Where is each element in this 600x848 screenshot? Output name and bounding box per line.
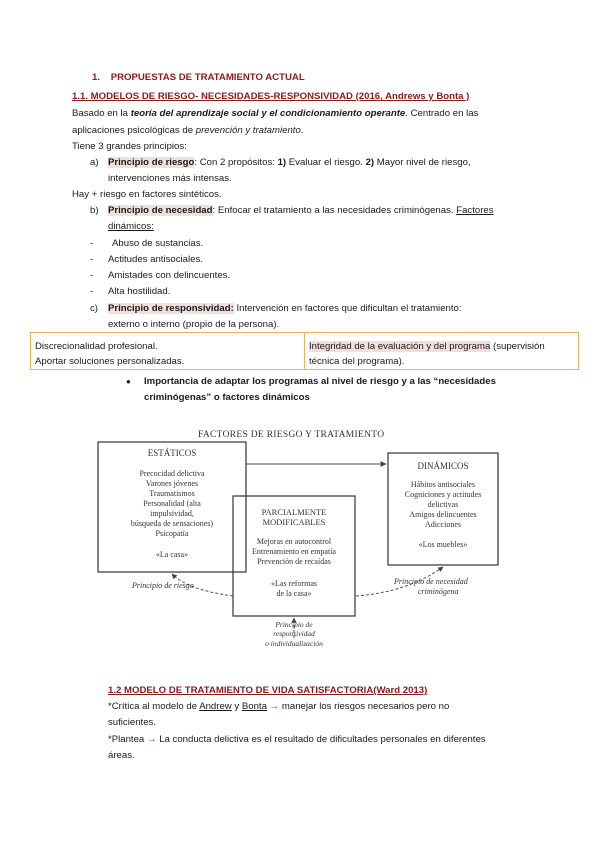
risk-factors-diagram bbox=[88, 420, 508, 652]
dynamic-item: Hábitos antisociales bbox=[410, 480, 476, 489]
static-item: Personalidad (alta bbox=[143, 499, 201, 508]
label-need-principle-2: criminógena bbox=[418, 587, 459, 596]
section-1-2-title: 1.2 MODELO DE TRATAMIENTO DE VIDA SATISFACTORIA(Ward 2013) bbox=[108, 685, 428, 696]
summary-table bbox=[30, 332, 579, 370]
list-item: - bbox=[90, 270, 94, 281]
partial-item: Entrenamiento en empatía bbox=[252, 547, 336, 556]
bullet-icon: ● bbox=[126, 377, 131, 386]
partial-caption-1: «Las reformas bbox=[271, 579, 317, 588]
dynamic-caption: «Los muebles» bbox=[418, 540, 468, 549]
dynamic-title: DINÁMICOS bbox=[417, 461, 469, 471]
label-responsivity-3: o individualización bbox=[265, 639, 323, 648]
more-risk-note: Hay + riesgo en factores sintéticos. bbox=[72, 189, 222, 200]
principle-c: Principio de responsividad: Intervención en factores que dificultan el tratamiento: bbox=[108, 303, 462, 314]
diagram-title: FACTORES DE RIESGO Y TRATAMIENTO bbox=[198, 430, 385, 440]
label-responsivity-2: responsividad bbox=[273, 629, 315, 638]
dynamic-item: Amigos delincuentes bbox=[409, 510, 477, 519]
principle-a-marker: a) bbox=[90, 157, 99, 168]
intro-line-2: aplicaciones psicológicas de prevención y tratamiento. bbox=[72, 125, 304, 136]
list-item-text: Alta hostilidad. bbox=[108, 286, 171, 297]
dynamic-item: Adicciones bbox=[425, 520, 461, 529]
label-responsivity-1: Principio de bbox=[275, 620, 313, 629]
section-heading bbox=[92, 72, 305, 84]
principle-b-line2: dinámicos: bbox=[108, 221, 154, 232]
author-bonta-2: Bonta bbox=[241, 701, 267, 712]
table-cell-left: Discrecionalidad profesional. Aportar soluciones personalizadas. bbox=[35, 341, 185, 367]
principle-b: Principio de necesidad: Enfocar el tratamiento a las necesidades criminógenas. Factores bbox=[108, 205, 494, 216]
principle-a-line2: intervenciones más intensas. bbox=[108, 173, 232, 184]
label-risk-principle: Principio de riesgo bbox=[132, 581, 194, 590]
author-andrews: Andrews bbox=[385, 91, 426, 102]
partial-item: Mejoras en autocontrol bbox=[256, 537, 332, 546]
principle-responsivity-label: Principio de responsividad: bbox=[108, 303, 234, 314]
table-cell-right: Integridad de la evaluación y del programa (supervisión técnica del programa). bbox=[304, 333, 578, 369]
list-item: - bbox=[90, 238, 94, 249]
bullet-text-line2: criminógenas” o factores dinámicos bbox=[144, 392, 310, 403]
static-item: Psicopatía bbox=[155, 529, 189, 538]
principles-intro: Tiene 3 grandes principios: bbox=[72, 141, 187, 152]
arrow-icon: → bbox=[146, 734, 157, 745]
principle-risk-label: Principio de riesgo bbox=[108, 157, 195, 168]
arrow-icon: → bbox=[269, 701, 280, 712]
principle-a: Principio de riesgo: Con 2 propósitos: 1) Evaluar el riesgo. 2) Mayor nivel de riesgo, bbox=[108, 157, 471, 168]
static-item: impulsividad, bbox=[150, 509, 194, 518]
label-need-principle-1: Principio de necesidad bbox=[394, 577, 468, 586]
principle-c-marker: c) bbox=[90, 303, 98, 314]
author-bonta: Bonta bbox=[436, 91, 464, 102]
dynamic-item: delictivas bbox=[427, 500, 459, 509]
proposal-line-2: áreas. bbox=[108, 750, 135, 761]
heading-text: PROPUESTAS DE TRATAMIENTO ACTUAL bbox=[110, 72, 305, 83]
static-caption: «La casa» bbox=[155, 550, 189, 559]
principle-need-label: Principio de necesidad bbox=[108, 205, 213, 216]
list-item-text: Abuso de sustancias. bbox=[112, 238, 204, 249]
static-item: Traumatismos bbox=[149, 489, 195, 498]
partial-item: Prevención de recaídas bbox=[257, 557, 331, 566]
principle-c-line2: externo o interno (propio de la persona). bbox=[108, 319, 280, 330]
author-andrew: Andrew bbox=[199, 701, 232, 712]
list-item: - bbox=[90, 254, 94, 265]
intro-line-1: Basado en la teoría del aprendizaje social y el condicionamiento operante. Centrado en las bbox=[72, 108, 479, 119]
list-item: - bbox=[90, 286, 94, 297]
static-item: Precocidad delictiva bbox=[139, 469, 205, 478]
heading-number: 1. bbox=[92, 72, 101, 83]
static-title: ESTÁTICOS bbox=[147, 448, 197, 458]
bullet-text-line1: Importancia de adaptar los programas al nivel de riesgo y a las “necesidades bbox=[144, 376, 496, 387]
static-item: búsqueda de sensaciones) bbox=[130, 519, 214, 528]
partial-title-2: MODIFICABLES bbox=[262, 517, 326, 527]
list-item-text: Actitudes antisociales. bbox=[108, 254, 203, 265]
partial-caption-2: de la casa» bbox=[276, 589, 312, 598]
dynamic-factors-link: Factores bbox=[456, 205, 494, 216]
list-item-text: Amistades con delincuentes. bbox=[108, 270, 231, 281]
section-1-1-title: 1.1. MODELOS DE RIESGO- NECESIDADES-RESPONSIVIDAD (2016, Andrews y Bonta ) bbox=[72, 91, 470, 102]
proposal-line: *Plantea → La conducta delictiva es el resultado de dificultades personales en diferentes bbox=[108, 734, 486, 745]
critique-line: *Crítica al modelo de Andrew y Bonta → manejar los riesgos necesarios pero no bbox=[108, 701, 450, 712]
dynamic-item: Cogniciones y actitudes bbox=[404, 490, 482, 499]
principle-b-marker: b) bbox=[90, 205, 99, 216]
static-item: Varones jóvenes bbox=[145, 479, 199, 488]
critique-line-2: suficientes. bbox=[108, 717, 156, 728]
partial-title-1: PARCIALMENTE bbox=[261, 507, 327, 517]
